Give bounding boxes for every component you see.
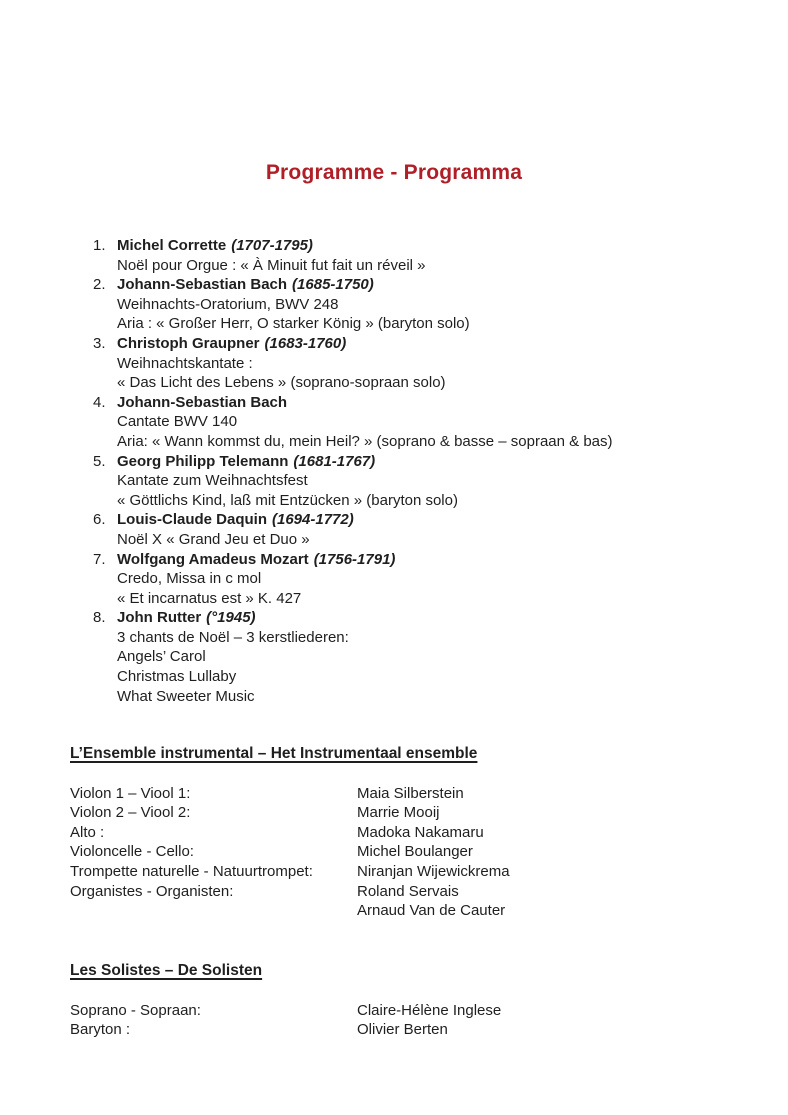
ensemble-rows <box>70 784 730 921</box>
item-body <box>117 275 730 334</box>
work-line: Weihnachtskantate : <box>117 354 253 372</box>
ensemble-row <box>70 803 730 823</box>
item-number: 4. <box>93 393 106 411</box>
item-body <box>117 510 730 549</box>
soloists-section <box>70 961 730 1040</box>
composer-dates: (°1945) <box>206 609 256 627</box>
work-line: 3 chants de Noël – 3 kerstliederen: <box>117 628 349 646</box>
item-number: 2. <box>93 276 106 294</box>
performer-name: Arnaud Van de Cauter <box>357 902 506 920</box>
item-number: 8. <box>93 609 106 627</box>
work-line: Noël X « Grand Jeu et Duo » <box>117 530 310 548</box>
ensemble-section <box>70 744 730 921</box>
programme-item-8 <box>70 608 730 706</box>
item-body <box>117 452 730 511</box>
composer-line <box>117 452 730 472</box>
composer-name: Michel Corrette <box>117 237 227 254</box>
instrument-label: Organistes - Organisten: <box>70 882 234 900</box>
voice-label: Soprano - Sopraan: <box>70 1001 201 1019</box>
work-line: Weihnachts-Oratorium, BWV 248 <box>117 295 339 313</box>
item-number: 7. <box>93 550 106 568</box>
instrument-label <box>70 901 357 921</box>
composer-name: Wolfgang Amadeus Mozart <box>117 550 309 568</box>
composer-name: Louis-Claude Daquin <box>117 511 267 529</box>
programme-item-5 <box>70 452 730 511</box>
item-body <box>117 608 730 706</box>
ensemble-row <box>70 784 730 804</box>
item-body <box>117 393 730 452</box>
composer-name: John Rutter <box>117 609 202 627</box>
soloists-heading: Les Solistes – De Solisten <box>70 962 263 979</box>
voice-label: Baryton : <box>70 1021 131 1039</box>
soloist-row <box>70 1001 730 1021</box>
programme-item-3 <box>70 334 730 393</box>
composer-line <box>117 334 730 354</box>
composer-name: Johann-Sebastian Bach <box>117 276 288 294</box>
work-line: Credo, Missa in c mol <box>117 570 262 588</box>
ensemble-row <box>70 901 730 921</box>
work-line: Cantate BWV 140 <box>117 413 238 431</box>
instrument-label: Trompette naturelle - Natuurtrompet: <box>70 862 313 880</box>
performer-name: Marrie Mooij <box>357 804 440 822</box>
performer-name: Maia Silberstein <box>357 784 464 802</box>
programme-item-4 <box>70 393 730 452</box>
performer-name: Madoka Nakamaru <box>357 823 484 841</box>
performer-name: Michel Boulanger <box>357 843 473 861</box>
ensemble-row <box>70 882 730 902</box>
work-line: Kantate zum Weihnachtsfest <box>117 472 308 490</box>
composer-line <box>117 510 730 530</box>
composer-dates: (1681-1767) <box>293 452 376 470</box>
performer-name: Roland Servais <box>357 882 459 900</box>
page-title: Programme - Programma <box>265 161 523 184</box>
item-body <box>117 236 730 275</box>
item-number: 5. <box>93 452 106 470</box>
instrument-label: Violon 2 – Viool 2: <box>70 804 191 822</box>
composer-dates: (1683-1760) <box>264 334 347 352</box>
composer-line <box>117 393 730 413</box>
work-line: Noël pour Orgue : « À Minuit fut fait un réveil » <box>117 256 426 274</box>
composer-name: Johann-Sebastian Bach <box>117 393 288 411</box>
ensemble-row <box>70 842 730 862</box>
composer-dates: (1694-1772) <box>272 511 354 529</box>
ensemble-row <box>70 862 730 882</box>
composer-dates: (1685-1750) <box>292 276 374 294</box>
composer-line <box>117 608 730 628</box>
programme-item-2 <box>70 275 730 334</box>
item-number: 1. <box>93 237 106 254</box>
ensemble-row <box>70 823 730 843</box>
item-body <box>117 334 730 393</box>
programme-item-7 <box>70 550 730 609</box>
work-line: What Sweeter Music <box>117 687 255 705</box>
composer-line <box>117 550 730 570</box>
soloist-name: Claire-Hélène Inglese <box>357 1001 502 1019</box>
programme-list <box>70 236 730 706</box>
composer-line <box>117 236 730 256</box>
composer-name: Christoph Graupner <box>117 334 260 352</box>
work-line: Aria : « Großer Herr, O starker König » (baryton solo) <box>117 315 470 333</box>
instrument-label: Violon 1 – Viool 1: <box>70 784 191 802</box>
work-line: Christmas Lullaby <box>117 668 237 686</box>
work-line: Angels’ Carol <box>117 648 206 666</box>
programme-item-1 <box>70 236 730 275</box>
work-line: « Das Licht des Lebens » (soprano-sopraan solo) <box>117 374 446 392</box>
soloists-rows <box>70 1001 730 1040</box>
instrument-label: Violoncelle - Cello: <box>70 843 194 861</box>
ensemble-heading: L’Ensemble instrumental – Het Instrumentaal ensemble <box>70 745 478 762</box>
instrument-label: Alto : <box>70 823 105 841</box>
item-body <box>117 550 730 609</box>
composer-dates: (1756-1791) <box>313 550 396 568</box>
programme-item-6 <box>70 510 730 549</box>
composer-name: Georg Philipp Telemann <box>117 452 289 470</box>
performer-name: Niranjan Wijewickrema <box>357 862 510 880</box>
item-number: 6. <box>93 511 106 529</box>
work-line: « Göttlichs Kind, laß mit Entzücken » (baryton solo) <box>117 491 458 509</box>
soloist-name: Olivier Berten <box>357 1021 448 1039</box>
soloist-row <box>70 1020 730 1040</box>
work-line: « Et incarnatus est » K. 427 <box>117 589 302 607</box>
composer-line <box>117 275 730 295</box>
composer-dates: (1707-1795) <box>231 237 313 254</box>
work-line: Aria: « Wann kommst du, mein Heil? » (soprano & basse – sopraan & bas) <box>117 432 613 450</box>
item-number: 3. <box>93 334 106 352</box>
